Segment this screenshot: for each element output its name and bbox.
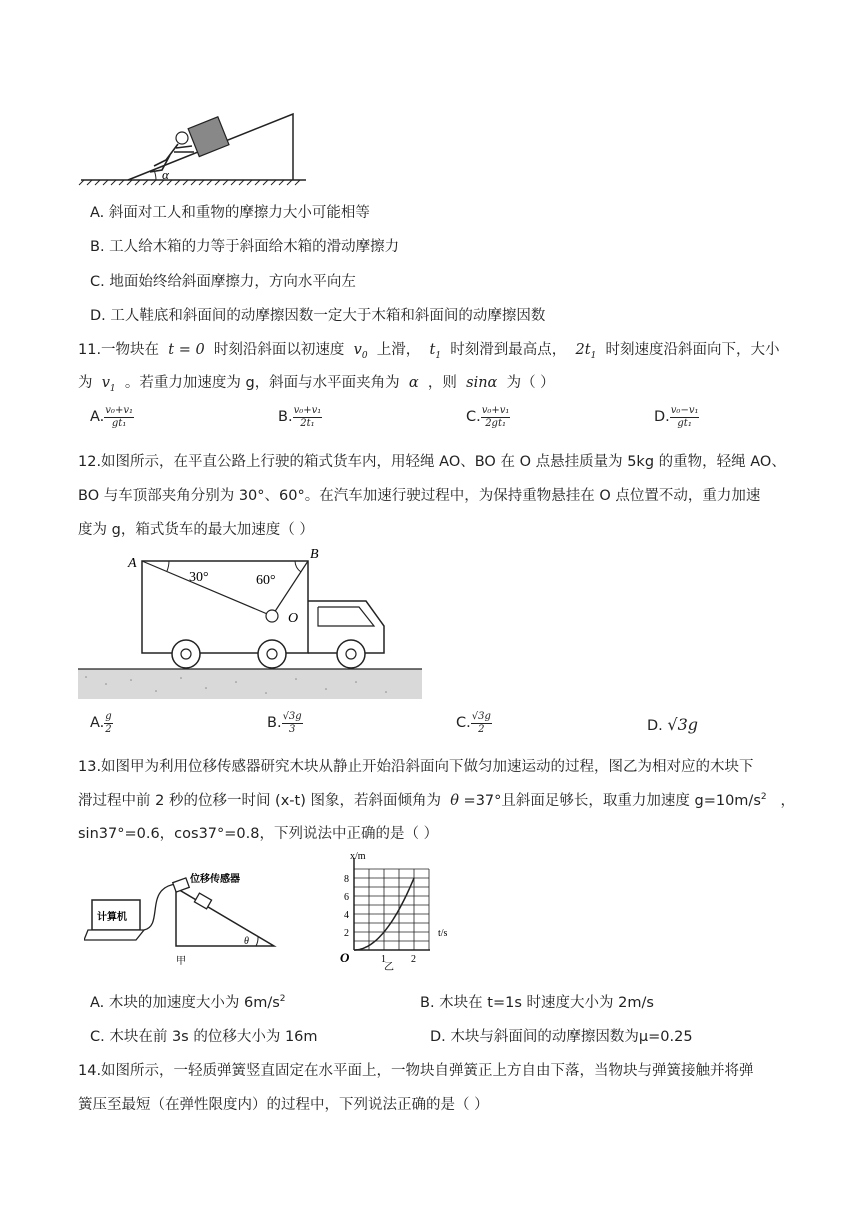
q12-option-b: B. $\frac{√3g}{3}$ [267,711,302,735]
q13-option-b: B. 木块在 t=1s 时速度大小为 2m/s [420,995,654,1011]
q12-option-c: C. $\frac{√3g}{2}$ [456,711,491,735]
sensor-label: 位移传感器 [190,874,240,885]
sensor-setup-figure [84,858,294,970]
angle-30-label: 30° [189,570,209,585]
q12-stem-line1: 12.如图所示，在平直公路上行驶的箱式货车内，用轻绳 AO、BO 在 O 点悬挂质量为 5kg 的重物，轻绳 AO、 [78,454,786,470]
xt-ytick-label: 2 [344,928,349,939]
q13-stem-line1: 13.如图甲为利用位移传感器研究木块从静止开始沿斜面向下做匀加速运动的过程，图乙为相对应的木块下 [78,759,754,775]
xt-ytick-label: 4 [344,910,349,921]
incline-worker-figure [78,108,308,188]
xt-xlabel: t/s [438,928,448,939]
fig-yi-caption: 乙 [384,962,394,973]
q10-option-d: D. 工人鞋底和斜面间的动摩擦因数一定大于木箱和斜面间的动摩擦因数 [90,308,546,324]
angle-60-label: 60° [256,573,276,588]
xt-origin: O [340,950,350,965]
angle-alpha-label: α [162,167,169,182]
xt-ytick-label: 8 [344,874,349,885]
point-b-label: B [310,547,319,562]
q11-stem-line2: 为 $v_1$ 。若重力加速度为 g，斜面与水平面夹角为 α ，则 sinα 为（ ） [78,375,555,394]
q13-option-a: A. 木块的加速度大小为 $6m/s^2$ [90,994,286,1011]
q10-option-b: B. 工人给木箱的力等于斜面给木箱的滑动摩擦力 [90,239,400,255]
q12-option-d: D. √3g [647,715,699,734]
q14-stem-line2: 簧压至最短（在弹性限度内）的过程中，下列说法正确的是（ ） [78,1097,489,1113]
q10-option-a: A. 斜面对工人和重物的摩擦力大小可能相等 [90,205,370,221]
point-a-label: A [128,556,137,571]
point-o-label: O [288,611,299,626]
q10-option-c: C. 地面始终给斜面摩擦力，方向水平向左 [90,274,356,290]
q12-stem-line3: 度为 g，箱式货车的最大加速度（ ） [78,522,314,538]
xt-xtick-label: 2 [411,954,416,965]
computer-label: 计算机 [97,912,127,923]
q13-stem-line3: sin37°=0.6，cos37°=0.8，下列说法中正确的是（ ） [78,826,439,842]
q13-option-c: C. 木块在前 3s 的位移大小为 16m [90,1029,318,1045]
xt-ytick-label: 6 [344,892,349,903]
q13-stem-line2: 滑过程中前 2 秒的位移一时间 (x-t) 图象，若斜面倾角为 θ =37°且斜面足够长，取重力加速度 $g=10m/s^2$ ， [78,792,795,809]
truck-figure [76,544,426,704]
theta-label: θ [244,936,249,947]
xt-ylabel: x/m [350,851,366,862]
q13-option-d: D. 木块与斜面间的动摩擦因数为μ=0.25 [430,1029,693,1045]
xt-xtick-label: 1 [381,954,386,965]
q11-option-a: A. $\frac{\text{v₀+v₁}}{\text{gt₁}}$ [90,405,133,429]
q11-option-c: C. $\frac{\text{v₀+v₁}}{\text{2gt₁}}$ [466,405,510,429]
xt-graph-figure [334,850,474,974]
fig-jia-caption: 甲 [176,956,186,967]
q12-option-a: A. $\frac{g}{2}$ [90,711,112,735]
q14-stem-line1: 14.如图所示，一轻质弹簧竖直固定在水平面上，一物块自弹簧正上方自由下落，当物块与弹簧接触并将弹 [78,1063,754,1079]
q11-stem-line1: 11.一物块在 t = 0 时刻沿斜面以初速度 $v_0$ 上滑， $t_1$ 时刻滑到最高点， $2t_1$ 时刻速度沿斜面向下，大小 [78,342,780,361]
q11-option-d: D. $\frac{\text{v₀−v₁}}{\text{gt₁}}$ [654,405,699,429]
q12-stem-line2: BO 与车顶部夹角分别为 30°、60°。在汽车加速行驶过程中，为保持重物悬挂在 O 点位置不动，重力加速 [78,488,761,504]
q11-option-b: B. $\frac{\text{v₀+v₁}}{\text{2t₁}}$ [278,405,322,429]
